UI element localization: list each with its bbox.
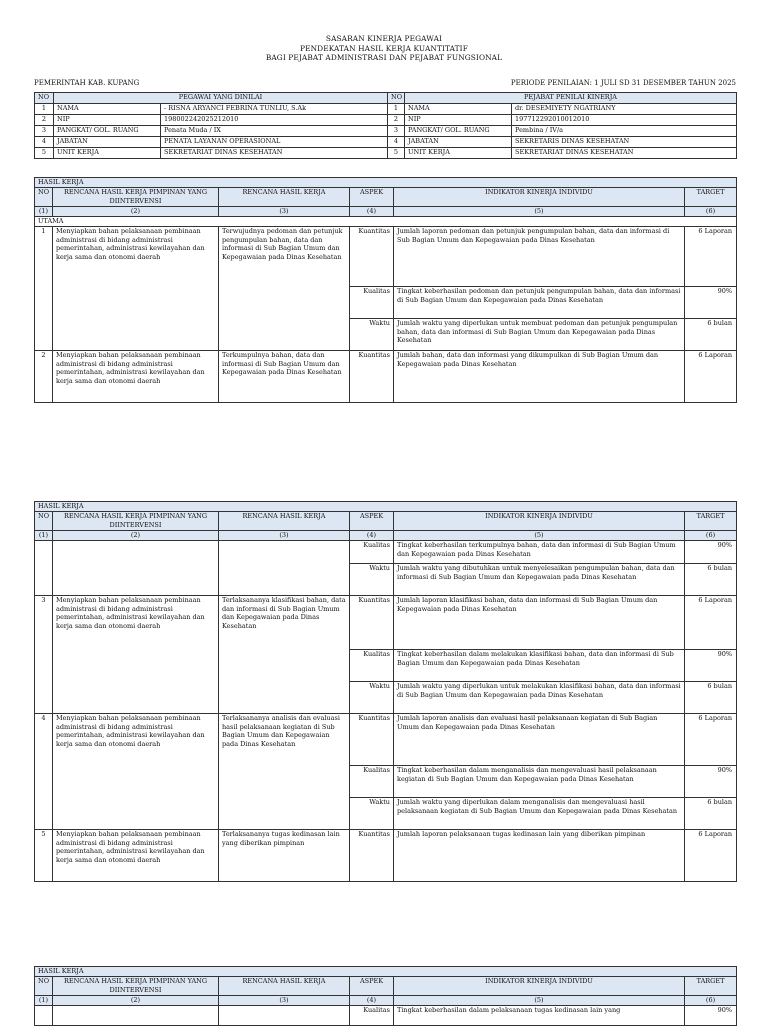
item-target: 6 Laporan (685, 350, 737, 402)
col-num: (5) (394, 995, 685, 1005)
row-value: Pembina / IV/a (512, 126, 737, 137)
hasil-kerja-heading: HASIL KERJA (35, 178, 737, 188)
col-num: (2) (53, 206, 219, 216)
item-target: 6 Laporan (685, 829, 737, 881)
row-value: 198002242025212010 (161, 115, 388, 126)
row-no: 2 (388, 115, 405, 126)
col-num: (4) (350, 995, 394, 1005)
item-iki: Tingkat keberhasilan terkumpulnya bahan, data dan informasi di Sub Bagian Umum dan Kepegawaian pada Dinas Kesehatan (394, 540, 685, 563)
table-row (35, 540, 737, 563)
item-aspek: Kualitas (350, 286, 394, 318)
row-no: 3 (388, 126, 405, 137)
organization-label: PEMERINTAH KAB. KUPANG (34, 79, 140, 87)
hasil-kerja-heading: HASIL KERJA (35, 967, 737, 977)
row-no: 3 (35, 126, 54, 137)
col-pimpinan-header: RENCANA HASIL KERJA PIMPINAN YANG DIINTERVENSI (53, 511, 219, 530)
col-rhk-header: RENCANA HASIL KERJA (219, 511, 350, 530)
col-num: (2) (53, 995, 219, 1005)
item-aspek: Kuantitas (350, 713, 394, 765)
col-iki-header: INDIKATOR KINERJA INDIVIDU (394, 187, 685, 206)
col-aspek-header: ASPEK (350, 187, 394, 206)
item-pimpinan: Menyiapkan bahan pelaksanaan pembinaan administrasi di bidang administrasi pemerintahan, administrasi kewilayahan dan kerja sama dan otonomi daerah (53, 595, 219, 713)
item-aspek: Waktu (350, 797, 394, 829)
row-value: SEKRETARIAT DINAS KESEHATAN (512, 148, 737, 159)
item-rhk: Terlaksananya tugas kedinasan lain yang diberikan pimpinan (219, 829, 350, 881)
row-label: JABATAN (405, 137, 512, 148)
row-no: 5 (388, 148, 405, 159)
item-pimpinan-cont (53, 540, 219, 595)
col-iki-header: INDIKATOR KINERJA INDIVIDU (394, 511, 685, 530)
item-iki: Tingkat keberhasilan dalam menganalisis dan mengevaluasi hasil pelaksanaan kegiatan di Sub Bagian Umum dan Kepegawaian pada Dinas Kesehatan (394, 765, 685, 797)
item-target: 6 bulan (685, 318, 737, 350)
table-row (35, 829, 737, 881)
row-value: - RISNA ARYANCI FEBRINA TUNLIU, S.Ak (161, 104, 388, 115)
item-iki: Tingkat keberhasilan dalam pelaksanaan tugas kedinasan lain yang (394, 1005, 685, 1025)
row-label: UNIT KERJA (54, 148, 161, 159)
item-iki: Jumlah waktu yang diperlukan untuk membuat pedoman dan petunjuk pengumpulan bahan, data dan informasi di Sub Bagian Umum dan Kepegawaian pada Dinas Kesehatan (394, 318, 685, 350)
row-no: 4 (35, 137, 54, 148)
item-iki: Jumlah laporan klasifikasi bahan, data dan informasi di Sub Bagian Umum dan Kepegawaian pada Dinas Kesehatan (394, 595, 685, 649)
item-aspek: Waktu (350, 563, 394, 595)
item-iki: Jumlah waktu yang diperlukan untuk melakukan klasifikasi bahan, data dan informasi di Sub Bagian Umum dan Kepegawaian pada Dinas Kesehatan (394, 681, 685, 713)
employee-no-header-2: NO (388, 93, 405, 104)
hasil-kerja-table-3 (34, 966, 737, 1026)
table-row (35, 1005, 737, 1025)
item-target: 6 Laporan (685, 713, 737, 765)
col-num: (6) (685, 530, 737, 540)
row-label: NAMA (54, 104, 161, 115)
item-pimpinan: Menyiapkan bahan pelaksanaan pembinaan administrasi di bidang administrasi pemerintahan, administrasi kewilayahan dan kerja sama dan otonomi daerah (53, 713, 219, 829)
col-pimpinan-header: RENCANA HASIL KERJA PIMPINAN YANG DIINTERVENSI (53, 187, 219, 206)
item-no: 3 (35, 595, 53, 713)
row-label: NIP (54, 115, 161, 126)
row-no: 1 (388, 104, 405, 115)
item-aspek: Kuantitas (350, 595, 394, 649)
item-aspek: Kualitas (350, 765, 394, 797)
item-pimpinan: Menyiapkan bahan pelaksanaan pembinaan administrasi di bidang administrasi pemerintahan, administrasi kewilayahan dan kerja sama dan otonomi daerah (53, 829, 219, 881)
col-no-header: NO (35, 187, 53, 206)
employee-row (35, 104, 737, 115)
col-num: (3) (219, 206, 350, 216)
row-label: JABATAN (54, 137, 161, 148)
col-target-header: TARGET (685, 976, 737, 995)
col-num: (3) (219, 995, 350, 1005)
employee-row (35, 115, 737, 126)
col-num: (1) (35, 206, 53, 216)
row-no: 1 (35, 104, 54, 115)
row-label: PANGKAT/ GOL. RUANG (54, 126, 161, 137)
item-rhk: Terwujudnya pedoman dan petunjuk pengumpulan bahan, data dan informasi di Sub Bagian Umum dan Kepegawaian pada Dinas Kesehatan (219, 226, 350, 350)
title-line-1: SASARAN KINERJA PEGAWAI (325, 34, 443, 43)
item-no: 5 (35, 829, 53, 881)
title-line-3: BAGI PEJABAT ADMINISTRASI DAN PEJABAT FUNGSIONAL (265, 53, 503, 63)
item-target: 6 bulan (685, 563, 737, 595)
col-rhk-header: RENCANA HASIL KERJA (219, 976, 350, 995)
item-target: 6 bulan (685, 681, 737, 713)
item-target: 90% (685, 765, 737, 797)
item-aspek: Kualitas (350, 1005, 394, 1025)
item-rhk: Terkumpulnya bahan, data dan informasi di Sub Bagian Umum dan Kepegawaian pada Dinas Kesehatan (219, 350, 350, 402)
item-target: 6 bulan (685, 797, 737, 829)
row-value: PENATA LAYANAN OPERASIONAL (161, 137, 388, 148)
item-pimpinan: Menyiapkan bahan pelaksanaan pembinaan administrasi di bidang administrasi pemerintahan, administrasi kewilayahan dan kerja sama dan otonomi daerah (53, 226, 219, 350)
title-line-2: PENDEKATAN HASIL KERJA KUANTITATIF (300, 43, 468, 53)
item-iki: Tingkat keberhasilan dalam melakukan klasifikasi bahan, data dan informasi di Sub Bagian Umum dan Kepegawaian pada Dinas Kesehatan (394, 649, 685, 681)
item-target: 90% (685, 540, 737, 563)
item-iki: Jumlah bahan, data dan informasi yang dikumpulkan di Sub Bagian Umum dan Kepegawaian pada Dinas Kesehatan (394, 350, 685, 402)
hasil-kerja-heading: HASIL KERJA (35, 502, 737, 512)
row-value: Penata Muda / IX (161, 126, 388, 137)
row-no: 4 (388, 137, 405, 148)
item-rhk: Terlaksananya analisis dan evaluasi hasil pelaksanaan kegiatan di Sub Bagian Umum dan Kepegawaian pada Dinas Kesehatan (219, 713, 350, 829)
row-label: UNIT KERJA (405, 148, 512, 159)
col-no-header: NO (35, 976, 53, 995)
table-row (35, 595, 737, 649)
employee-table (34, 92, 737, 159)
col-iki-header: INDIKATOR KINERJA INDIVIDU (394, 976, 685, 995)
item-no-cont (35, 540, 53, 595)
item-iki: Tingkat keberhasilan pedoman dan petunjuk pengumpulan bahan, data dan informasi di Sub Bagian Umum dan Kepegawaian pada Dinas Kesehatan (394, 286, 685, 318)
col-aspek-header: ASPEK (350, 511, 394, 530)
item-no: 2 (35, 350, 53, 402)
row-value: SEKRETARIS DINAS KESEHATAN (512, 137, 737, 148)
row-label: NAMA (405, 104, 512, 115)
col-aspek-header: ASPEK (350, 976, 394, 995)
col-no-header: NO (35, 511, 53, 530)
hasil-kerja-table-1 (34, 177, 737, 403)
col-num: (2) (53, 530, 219, 540)
item-rhk: Terlaksananya klasifikasi bahan, data dan informasi di Sub Bagian Umum dan Kepegawaian pada Dinas Kesehatan (219, 595, 350, 713)
row-value: SEKRETARIAT DINAS KESEHATAN (161, 148, 388, 159)
col-target-header: TARGET (685, 511, 737, 530)
document-title (0, 34, 768, 63)
item-pimpinan-cont (53, 1005, 219, 1025)
item-target: 90% (685, 1005, 737, 1025)
item-target: 6 Laporan (685, 595, 737, 649)
table-row (35, 226, 737, 286)
item-pimpinan: Menyiapkan bahan pelaksanaan pembinaan administrasi di bidang administrasi pemerintahan, administrasi kewilayahan dan kerja sama dan otonomi daerah (53, 350, 219, 402)
item-aspek: Kuantitas (350, 226, 394, 286)
item-aspek: Kualitas (350, 540, 394, 563)
item-aspek: Kualitas (350, 649, 394, 681)
employee-left-header: PEGAWAI YANG DINILAI (54, 93, 388, 104)
col-num: (1) (35, 995, 53, 1005)
item-iki: Jumlah waktu yang dibutuhkan untuk menyelesaikan pengumpulan bahan, data dan informasi di Sub Bagian Umum dan Kepegawaian pada Dinas Kesehatan (394, 563, 685, 595)
row-no: 5 (35, 148, 54, 159)
item-aspek: Kuantitas (350, 350, 394, 402)
col-num: (3) (219, 530, 350, 540)
period-label: PERIODE PENILAIAN: 1 JULI SD 31 DESEMBER TAHUN 2025 (510, 79, 736, 87)
row-value: 197712292010012010 (512, 115, 737, 126)
item-no-cont (35, 1005, 53, 1025)
utama-label: UTAMA (35, 216, 737, 226)
item-aspek: Waktu (350, 318, 394, 350)
col-num: (4) (350, 206, 394, 216)
employee-row (35, 148, 737, 159)
item-iki: Jumlah laporan pedoman dan petunjuk pengumpulan bahan, data dan informasi di Sub Bagian Umum dan Kepegawaian pada Dinas Kesehatan (394, 226, 685, 286)
item-aspek: Kuantitas (350, 829, 394, 881)
table-row (35, 713, 737, 765)
item-rhk-cont (219, 1005, 350, 1025)
col-num: (4) (350, 530, 394, 540)
col-pimpinan-header: RENCANA HASIL KERJA PIMPINAN YANG DIINTERVENSI (53, 976, 219, 995)
item-target: 90% (685, 649, 737, 681)
item-rhk-cont (219, 540, 350, 595)
col-num: (1) (35, 530, 53, 540)
item-no: 4 (35, 713, 53, 829)
item-aspek: Waktu (350, 681, 394, 713)
col-num: (5) (394, 530, 685, 540)
hasil-kerja-table-2 (34, 501, 737, 882)
col-rhk-header: RENCANA HASIL KERJA (219, 187, 350, 206)
employee-row (35, 126, 737, 137)
employee-no-header: NO (35, 93, 54, 104)
employee-row (35, 137, 737, 148)
col-num: (6) (685, 995, 737, 1005)
row-value: dr. DESEMIYETY NGATRIANY (512, 104, 737, 115)
item-iki: Jumlah laporan analisis dan evaluasi hasil pelaksanaan kegiatan di Sub Bagian Umum dan Kepegawaian pada Dinas Kesehatan (394, 713, 685, 765)
col-num: (6) (685, 206, 737, 216)
item-iki: Jumlah laporan pelaksanaan tugas kedinasan lain yang diberikan pimpinan (394, 829, 685, 881)
item-iki: Jumlah waktu yang diperlukan dalam menganalisis dan mengevaluasi hasil pelaksanaan kegiatan di Sub Bagian Umum dan Kepegawaian pada Dinas Kesehatan (394, 797, 685, 829)
row-label: PANGKAT/ GOL. RUANG (405, 126, 512, 137)
row-no: 2 (35, 115, 54, 126)
employee-right-header: PEJABAT PENILAI KINERJA (405, 93, 737, 104)
table-row (35, 350, 737, 402)
col-target-header: TARGET (685, 187, 737, 206)
col-num: (5) (394, 206, 685, 216)
item-target: 90% (685, 286, 737, 318)
item-target: 6 Laporan (685, 226, 737, 286)
row-label: NIP (405, 115, 512, 126)
item-no: 1 (35, 226, 53, 350)
